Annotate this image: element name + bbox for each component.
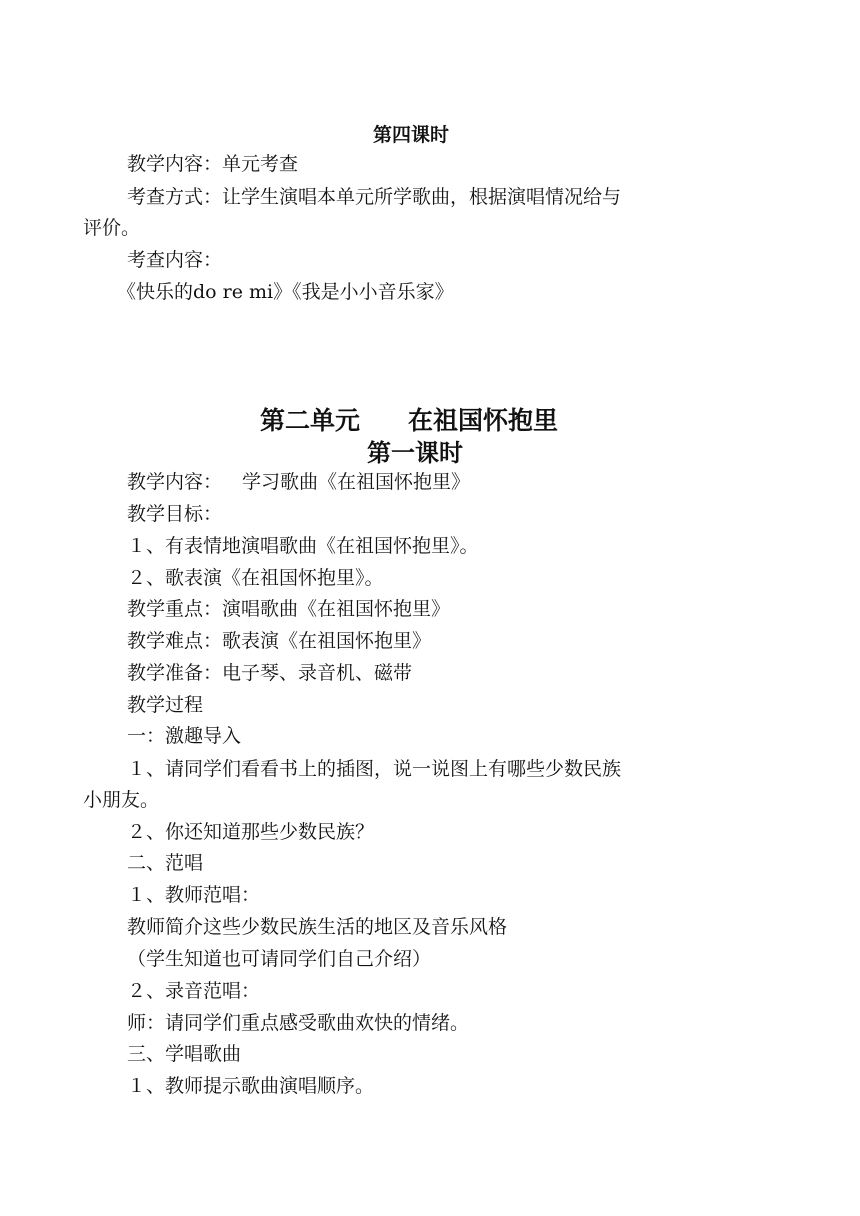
difficulty: 教学难点：歌表演《在祖国怀抱里》 xyxy=(127,630,432,652)
lesson4-method-cont: 评价。 xyxy=(83,217,141,239)
step2-item1-note: （学生知道也可请同学们自己介绍） xyxy=(127,948,432,970)
content-value: 学习歌曲《在祖国怀抱里》 xyxy=(242,471,471,493)
unit-label: 第二单元 xyxy=(260,406,361,435)
lesson4-exam-songs: 《快乐的do re mi》《我是小小音乐家》 xyxy=(117,281,454,303)
lesson1-title: 第一课时 xyxy=(367,439,463,467)
process-heading: 教学过程 xyxy=(127,694,204,716)
goal-label: 教学目标： xyxy=(127,503,223,525)
step2-item1-desc: 教师简介这些少数民族生活的地区及音乐风格 xyxy=(127,916,508,938)
step2-item2-desc: 师：请同学们重点感受歌曲欢快的情绪。 xyxy=(127,1012,470,1034)
key-point: 教学重点：演唱歌曲《在祖国怀抱里》 xyxy=(127,598,451,620)
preparation: 教学准备：电子琴、录音机、磁带 xyxy=(127,662,413,684)
lesson4-title: 第四课时 xyxy=(372,124,449,146)
content-label: 教学内容： xyxy=(127,471,223,493)
step1-item1: １、请同学们看看书上的插图，说一说图上有哪些少数民族 xyxy=(127,758,622,780)
unit-heading xyxy=(260,401,558,437)
step3-heading: 三、学唱歌曲 xyxy=(127,1043,242,1065)
step3-item1: １、教师提示歌曲演唱顺序。 xyxy=(127,1075,375,1097)
step1-heading: 一：激趣导入 xyxy=(127,725,242,747)
goal-1: １、有表情地演唱歌曲《在祖国怀抱里》。 xyxy=(127,535,479,557)
lesson4-content: 教学内容：单元考查 xyxy=(127,153,299,175)
step2-item2: ２、录音范唱： xyxy=(127,980,261,1002)
content-line xyxy=(127,470,470,494)
goal-2: ２、歌表演《在祖国怀抱里》。 xyxy=(127,567,384,589)
step2-heading: 二、范唱 xyxy=(127,852,204,874)
step1-item1-cont: 小朋友。 xyxy=(83,789,160,811)
lesson4-exam-label: 考查内容： xyxy=(127,249,223,271)
lesson4-method: 考查方式：让学生演唱本单元所学歌曲，根据演唱情况给与 xyxy=(127,186,622,208)
step1-item2: ２、你还知道那些少数民族？ xyxy=(127,821,375,843)
step2-item1: １、教师范唱： xyxy=(127,884,261,906)
unit-title: 在祖国怀抱里 xyxy=(408,406,559,435)
